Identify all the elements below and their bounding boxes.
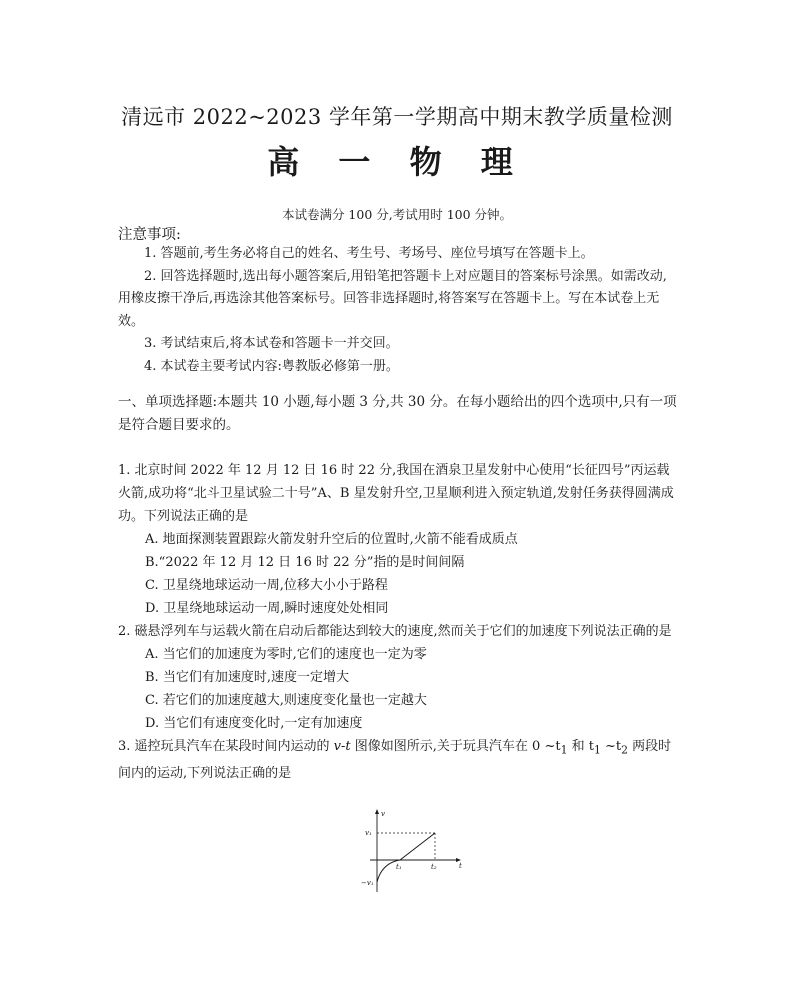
- section-heading: 一、单项选择题:本题共 10 小题,每小题 3 分,共 30 分。在每小题给出的四个选项中,只有一项是符合题目要求的。: [118, 394, 677, 433]
- line-segment: [400, 833, 435, 860]
- tick-label-v1: v₁: [365, 829, 372, 837]
- vt-symbol: v-t: [333, 739, 351, 754]
- note-item: 1. 答题前,考生务必将自己的姓名、考生号、考场号、座位号填写在答题卡上。: [144, 246, 594, 261]
- option-a: A. 当它们的加速度为零时,它们的速度也一定为零: [145, 647, 427, 662]
- stem-text: 3. 遥控玩具汽车在某段时间内运动的: [118, 739, 334, 754]
- stem-text: ~t: [600, 739, 622, 754]
- question-2: [118, 620, 678, 735]
- question-1: [118, 459, 678, 620]
- option-c: C. 卫星绕地球运动一周,位移大小小于路程: [145, 578, 388, 593]
- vt-chart-svg: [360, 808, 470, 894]
- option-d: D. 卫星绕地球运动一周,瞬时速度处处相同: [145, 601, 389, 616]
- option-b: B.“2022 年 12 月 12 日 16 时 22 分”指的是时间间隔: [145, 555, 465, 570]
- option-c: C. 若它们的加速度越大,则速度变化量也一定越大: [145, 693, 427, 708]
- question-3: [118, 735, 678, 785]
- tick-label-neg-v1: −v₁: [361, 879, 374, 887]
- subject-title: 高 一 物 理: [267, 143, 527, 181]
- option-a: A. 地面探测装置跟踪火箭发射升空后的位置时,火箭不能看成质点: [145, 532, 518, 547]
- option-d: D. 当它们有速度变化时,一定有加速度: [145, 716, 363, 731]
- option-b: B. 当它们有加速度时,速度一定增大: [145, 670, 349, 685]
- tick-label-t2: t₂: [431, 863, 437, 871]
- note-item: 4. 本试卷主要考试内容:粤教版必修第一册。: [144, 358, 399, 374]
- subscript: 1: [560, 743, 568, 757]
- subscript: 1: [593, 743, 601, 757]
- exam-info: 本试卷满分 100 分,考试用时 100 分钟。: [281, 207, 513, 222]
- note-item: 3. 考试结束后,将本试卷和答题卡一并交回。: [144, 336, 399, 351]
- x-axis-label: t: [459, 862, 462, 870]
- y-axis-arrow: [375, 809, 379, 814]
- y-axis-label: v: [381, 810, 385, 818]
- note-item: 2. 回答选择题时,选出每小题答案后,用铅笔把答题卡上对应题目的答案标号涂黑。如需改动,用橡皮擦干净后,再选涂其他答案标号。回答非选择题时,将答案写在答题卡上。写在本试卷上无效。: [118, 268, 667, 329]
- question-stem: 1. 北京时间 2022 年 12 月 12 日 16 时 22 分,我国在酒泉卫星发射中心使用“长征四号”丙运载火箭,成功将“北斗卫星试验二十号”A、B 星发射升空,卫星顺利进入预定轨道,发射任务获得圆满成功。下列说法正确的是: [118, 463, 674, 524]
- question-stem: [118, 735, 678, 785]
- stem-text: 和 t: [567, 739, 594, 754]
- notes-list: [118, 243, 678, 378]
- subscript: 2: [621, 743, 628, 757]
- notes-heading: 注意事项:: [118, 227, 181, 243]
- stem-text: 两段时间内的运动,下列说法正确的是: [118, 739, 672, 781]
- tick-label-t1: t₁: [396, 863, 402, 871]
- vt-chart: [360, 808, 470, 894]
- stem-text: 图像如图所示,关于玩具汽车在 0 ~t: [350, 739, 561, 754]
- exam-title: 清远市 2022~2023 学年第一学期高中期末教学质量检测: [121, 105, 673, 129]
- question-list: [118, 459, 678, 785]
- question-stem: 2. 磁悬浮列车与运载火箭在启动后都能达到较大的速度,然而关于它们的加速度下列说法正确的是: [118, 624, 672, 639]
